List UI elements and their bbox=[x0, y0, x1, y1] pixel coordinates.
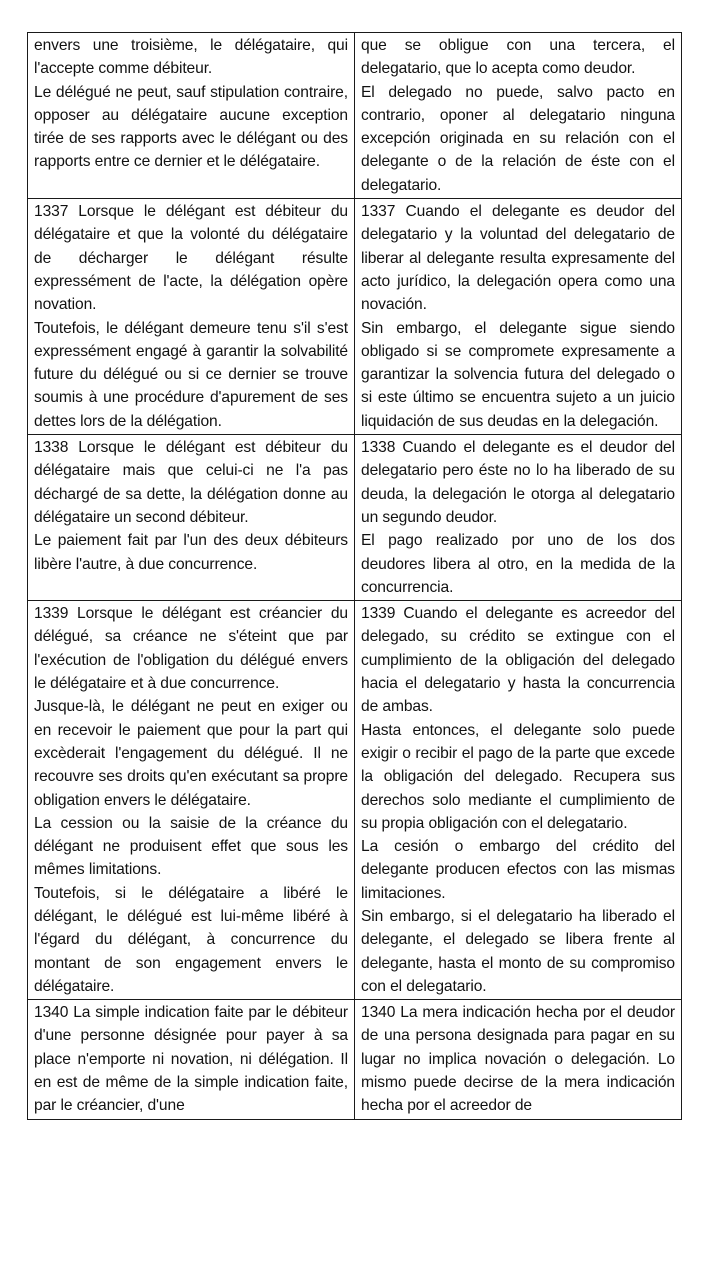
paragraph: Toutefois, si le délégataire a libéré le délégant, le délégué est lui-même libéré à l'égard du délégant, à concurrence du montant de son engagement envers le délégataire. bbox=[34, 884, 348, 995]
paragraph: 1340 La mera indicación hecha por el deudor de una persona designada para pagar en su lugar no implica novación o delegación. Lo mismo puede decirse de la mera indicación hecha por el acreedor de bbox=[361, 1004, 675, 1115]
table-row bbox=[28, 435, 682, 601]
paragraph: Sin embargo, el delegante sigue siendo obligado si se compromete expresamente a garantizar la solvencia futura del delegado o si este último se encuentra sujeto a un juicio liquidación de sus deudas en la delegación. bbox=[361, 319, 675, 430]
spanish-cell bbox=[355, 33, 682, 199]
paragraph: El delegado no puede, salvo pacto en contrario, oponer al delegatario ninguna excepción originada en su relación con el delegante o de la relación de éste con el delegatario. bbox=[361, 83, 675, 194]
paragraph: 1340 La simple indication faite par le débiteur d'une personne désignée pour payer à sa place n'emporte ni novation, ni délégation. Il en est de même de la simple indication faite, par le créancier, d'une bbox=[34, 1004, 348, 1115]
paragraph: Le délégué ne peut, sauf stipulation contraire, opposer au délégataire aucune exception tirée de ses rapports avec le délégant ou des rapports entre ce dernier et le délégataire. bbox=[34, 83, 348, 171]
paragraph: 1337 Lorsque le délégant est débiteur du délégataire et que la volonté du délégataire de décharger le délégant résulte expressément de l'acte, la délégation opère novation. bbox=[34, 203, 348, 314]
french-cell bbox=[28, 435, 355, 601]
spanish-cell bbox=[355, 1000, 682, 1119]
french-cell bbox=[28, 199, 355, 435]
paragraph: Jusque-là, le délégant ne peut en exiger ou en recevoir le paiement que pour la part qui excèderait l'engagement du délégué. Il ne recouvre ses droits qu'en exécutant sa propre obligation envers le délégataire. bbox=[34, 698, 348, 809]
paragraph: 1339 Cuando el delegante es acreedor del delegado, su crédito se extingue con el cumplimiento de la obligación del delegado hacia el delegatario y hasta la concurrencia de ambas. bbox=[361, 605, 675, 716]
table-row bbox=[28, 199, 682, 435]
paragraph: 1339 Lorsque le délégant est créancier du délégué, sa créance ne s'éteint que par l'exécution de l'obligation du délégué envers le délégataire et à due concurrence. bbox=[34, 605, 348, 693]
paragraph: 1338 Lorsque le délégant est débiteur du délégataire mais que celui-ci ne l'a pas déchargé de sa dette, la délégation donne au délégataire un second débiteur. bbox=[34, 439, 348, 526]
spanish-cell bbox=[355, 199, 682, 435]
paragraph: Le paiement fait par l'un des deux débiteurs libère l'autre, à due concurrence. bbox=[34, 532, 348, 573]
spanish-cell bbox=[355, 601, 682, 1000]
paragraph: 1338 Cuando el delegante es el deudor del delegatario pero éste no lo ha liberado de su deuda, la delegación le otorga al delegatario un segundo deudor. bbox=[361, 439, 675, 526]
paragraph: Sin embargo, si el delegatario ha liberado el delegante, el delegado se libera frente al delegante, hasta el monto de su compromiso con el delegatario. bbox=[361, 907, 675, 995]
table-row bbox=[28, 33, 682, 199]
french-cell bbox=[28, 601, 355, 1000]
paragraph: La cession ou la saisie de la créance du délégant ne produisent effet que sous les mêmes limitations. bbox=[34, 814, 348, 879]
paragraph: envers une troisième, le délégataire, qui l'accepte comme débiteur. bbox=[34, 37, 348, 78]
paragraph: que se obligue con una tercera, el delegatario, que lo acepta como deudor. bbox=[361, 37, 675, 78]
french-cell bbox=[28, 33, 355, 199]
table-row bbox=[28, 601, 682, 1000]
french-cell bbox=[28, 1000, 355, 1119]
paragraph: Toutefois, le délégant demeure tenu s'il s'est expressément engagé à garantir la solvabilité future du délégué ou si ce dernier se trouve soumis à une procédure d'apurement de ses dettes lors de la délégation. bbox=[34, 319, 348, 430]
spanish-cell bbox=[355, 435, 682, 601]
paragraph: La cesión o embargo del crédito del delegante producen efectos con las mismas limitaciones. bbox=[361, 838, 675, 902]
document-page bbox=[27, 32, 682, 1120]
table-row bbox=[28, 1000, 682, 1119]
paragraph: 1337 Cuando el delegante es deudor del delegatario y la voluntad del delegatario de liberar al delegante resulta expresamente del acto jurídico, la delegación opera como una novación. bbox=[361, 203, 675, 314]
paragraph: El pago realizado por uno de los dos deudores libera al otro, en la medida de la concurrencia. bbox=[361, 532, 675, 596]
bilingual-table bbox=[27, 32, 682, 1120]
paragraph: Hasta entonces, el delegante solo puede exigir o recibir el pago de la parte que excede la obligación del delegado. Recupera sus derechos solo mediante el cumplimiento de su propia obligación con el delegatario. bbox=[361, 721, 675, 832]
